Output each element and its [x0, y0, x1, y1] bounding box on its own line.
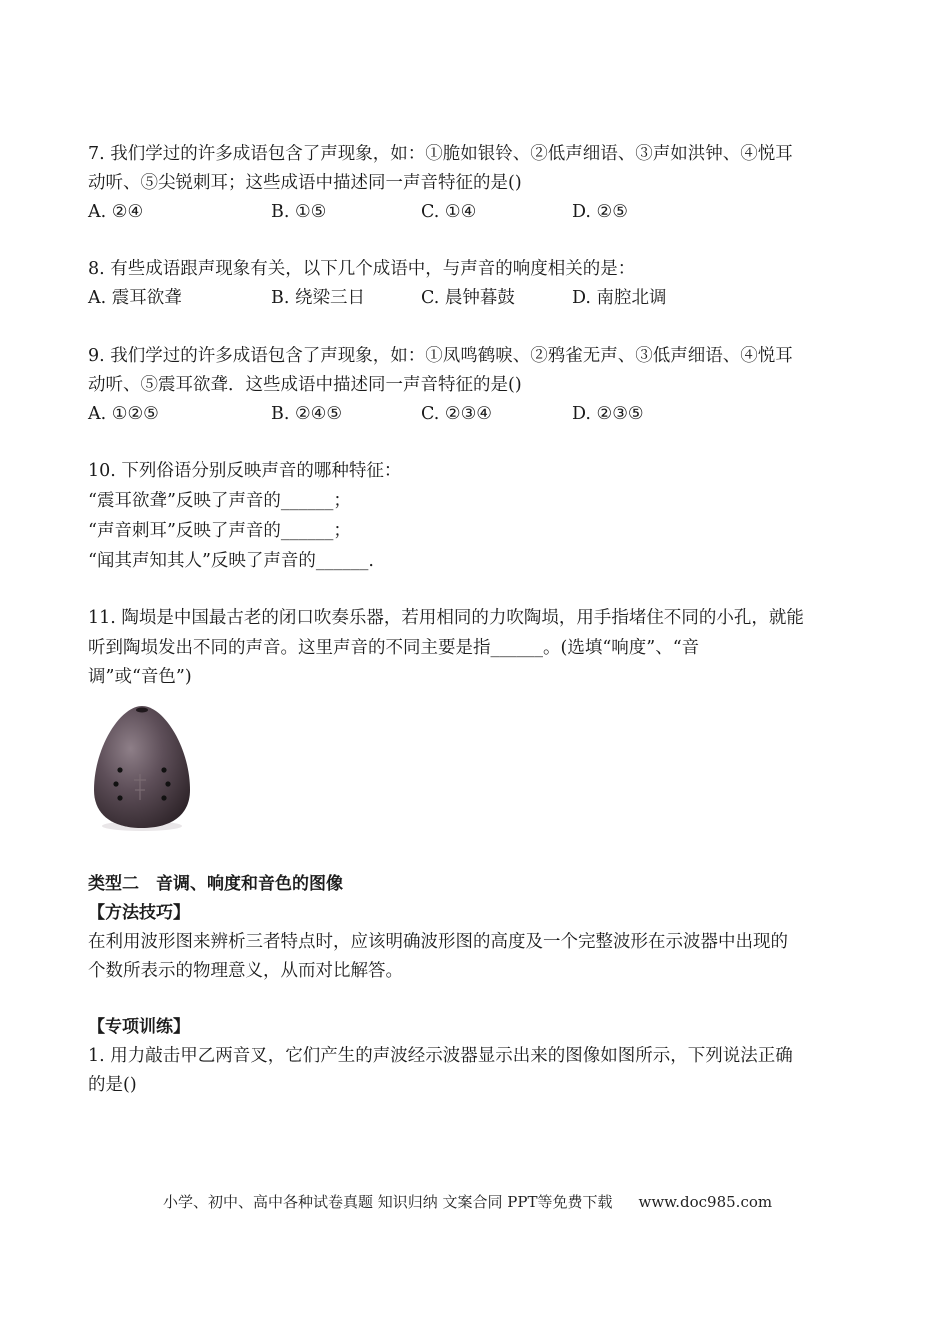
q9-option-d: D. ②③⑤ — [572, 404, 644, 424]
q7-line2: 动听、⑤尖锐刺耳；这些成语中描述同一声音特征的是() — [88, 173, 522, 193]
t1-line2: 的是() — [88, 1075, 137, 1095]
q8-option-a: A. 震耳欲聋 — [88, 288, 182, 308]
training-heading: 【专项训练】 — [88, 1017, 190, 1037]
q9-option-a: A. ①②⑤ — [88, 404, 159, 424]
xun-instrument-image — [90, 704, 194, 832]
q8-option-b: B. 绕梁三日 — [271, 288, 365, 308]
q8-option-c: C. 晨钟暮鼓 — [421, 288, 515, 308]
q9-option-b: B. ②④⑤ — [271, 404, 343, 424]
footer-url[interactable]: www.doc985.com — [638, 1193, 773, 1211]
q7-option-d: D. ②⑤ — [572, 202, 628, 222]
section-title: 类型二 音调、响度和音色的图像 — [88, 874, 343, 894]
q10-line1: 10. 下列俗语分别反映声音的哪种特征： — [88, 461, 402, 481]
q11-line3: 调”或“音色”) — [88, 667, 192, 687]
method-line2: 个数所表示的物理意义，从而对比解答。 — [88, 961, 403, 981]
q7-option-c: C. ①④ — [421, 202, 477, 222]
method-heading: 【方法技巧】 — [88, 903, 190, 923]
page-footer — [163, 1192, 772, 1212]
q9-line2: 动听、⑤震耳欲聋．这些成语中描述同一声音特征的是() — [88, 375, 522, 395]
q10-line2: “震耳欲聋”反映了声音的______； — [88, 491, 351, 511]
q10-line4: “闻其声知其人”反映了声音的______. — [88, 551, 374, 571]
q7-line1: 7. 我们学过的许多成语包含了声现象，如：①脆如银铃、②低声细语、③声如洪钟、④悦耳 — [88, 144, 793, 164]
t1-line1: 1. 用力敲击甲乙两音叉，它们产生的声波经示波器显示出来的图像如图所示，下列说法正确 — [88, 1046, 793, 1066]
q7-option-b: B. ①⑤ — [271, 202, 327, 222]
footer-text: 小学、初中、高中各种试卷真题 知识归纳 文案合同 PPT等免费下载 — [163, 1193, 613, 1211]
q10-line3: “声音刺耳”反映了声音的______； — [88, 521, 351, 541]
q8-option-d: D. 南腔北调 — [572, 288, 667, 308]
q8-line1: 8. 有些成语跟声现象有关，以下几个成语中，与声音的响度相关的是： — [88, 259, 636, 279]
q9-option-c: C. ②③④ — [421, 404, 492, 424]
q11-line2: 听到陶埙发出不同的声音。这里声音的不同主要是指______。(选填“响度”、“音 — [88, 638, 700, 658]
q7-option-a: A. ②④ — [88, 202, 144, 222]
q9-line1: 9. 我们学过的许多成语包含了声现象，如：①凤鸣鹤唳、②鸦雀无声、③低声细语、④悦耳 — [88, 346, 793, 366]
q11-line1: 11. 陶埙是中国最古老的闭口吹奏乐器，若用相同的力吹陶埙，用手指堵住不同的小孔，就能 — [88, 608, 804, 628]
method-line1: 在利用波形图来辨析三者特点时，应该明确波形图的高度及一个完整波形在示波器中出现的 — [88, 932, 788, 952]
